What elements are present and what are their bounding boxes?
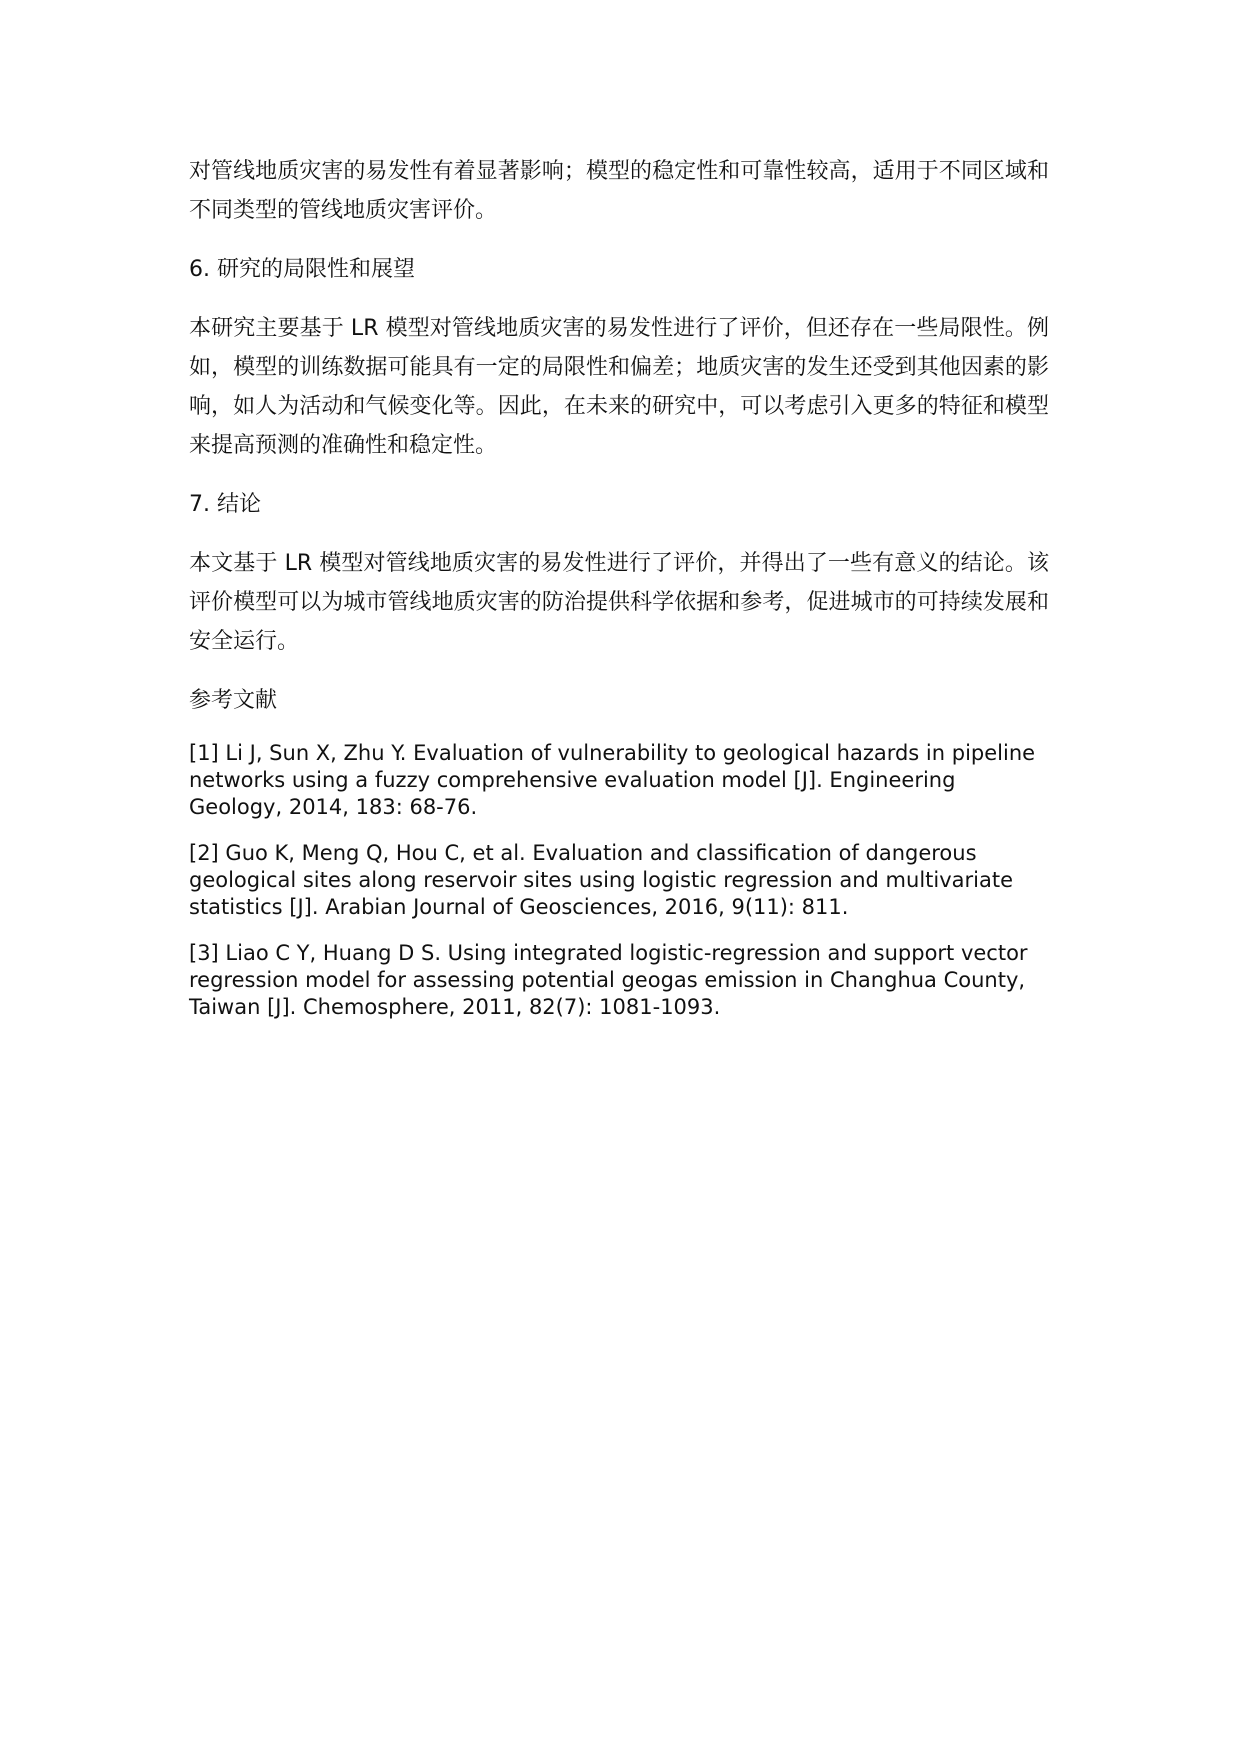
- references-heading: 参考文献: [189, 688, 278, 713]
- section-6-body: 本研究主要基于 LR 模型对管线地质灾害的易发性进行了评价，但还存在一些局限性。例如，模型的训练数据可能具有一定的局限性和偏差；地质灾害的发生还受到其他因素的影响，如人为活动和气候变化等。因此，在未来的研究中，可以考虑引入更多的特征和模型来提高预测的准确性和稳定性。: [189, 316, 1049, 458]
- section-6-heading: 6. 研究的局限性和展望: [189, 257, 415, 282]
- section-7-heading: 7. 结论: [189, 492, 261, 517]
- reference-item-3: [3] Liao C Y, Huang D S. Using integrated logistic-regression and support vector regression model for assessing potential geogas emission in Changhua County, Taiwan [J]. Chemosphere, 2011, 82(7): 1081-1093.: [189, 941, 1028, 1019]
- reference-item-2: [2] Guo K, Meng Q, Hou C, et al. Evaluation and classification of dangerous geological sites along reservoir sites using logistic regression and multivariate statistics [J]. Arabian Journal of Geosciences, 2016, 9(11): 811.: [189, 841, 1014, 919]
- intro-continuation-paragraph: 对管线地质灾害的易发性有着显著影响；模型的稳定性和可靠性较高，适用于不同区域和不同类型的管线地质灾害评价。: [189, 159, 1049, 223]
- page-content: [189, 152, 1049, 1021]
- reference-item-1: [1] Li J, Sun X, Zhu Y. Evaluation of vulnerability to geological hazards in pipeline networks using a fuzzy comprehensive evaluation model [J]. Engineering Geology, 2014, 183: 68-76.: [189, 741, 1036, 819]
- section-7-body: 本文基于 LR 模型对管线地质灾害的易发性进行了评价，并得出了一些有意义的结论。该评价模型可以为城市管线地质灾害的防治提供科学依据和参考，促进城市的可持续发展和安全运行。: [189, 551, 1049, 654]
